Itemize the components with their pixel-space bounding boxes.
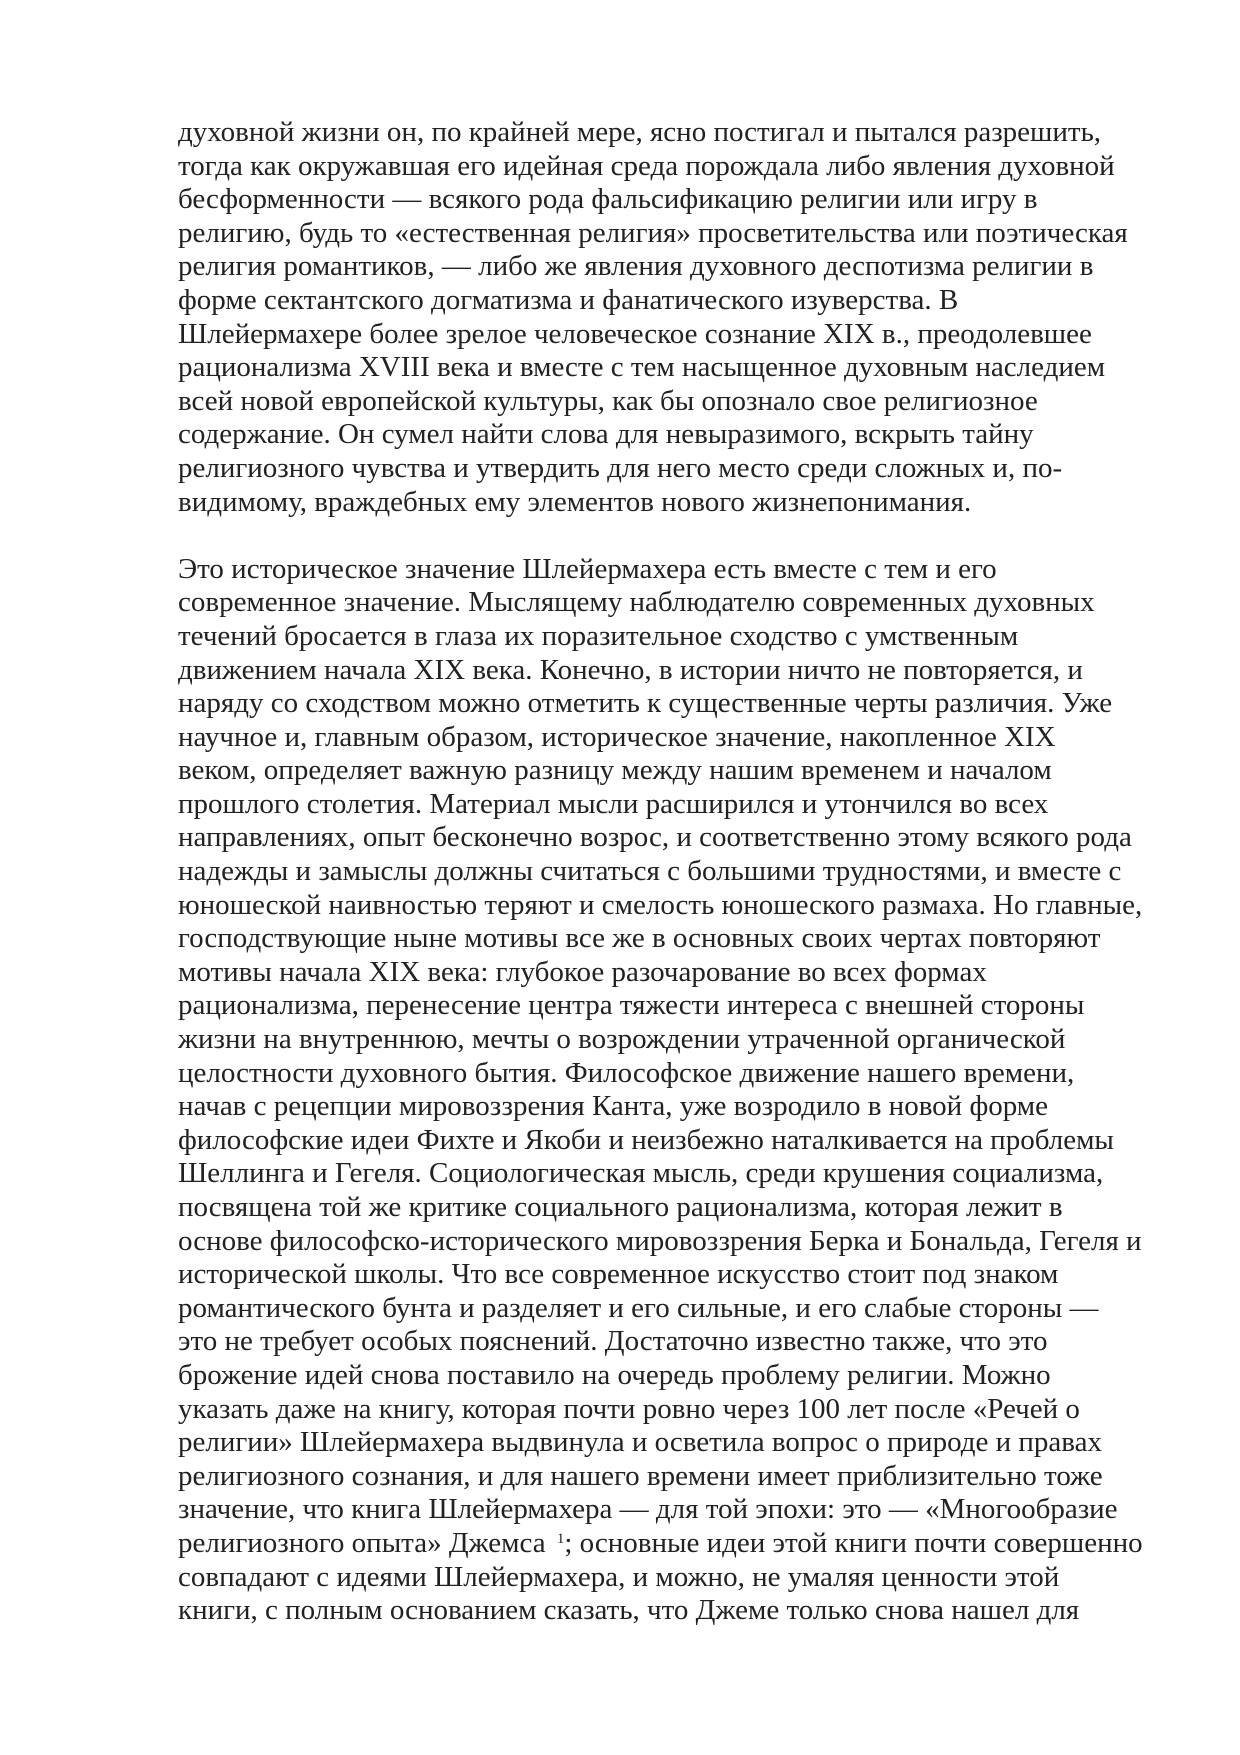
- text-fragment: ; основные идеи этой книги почти совершенно: [564, 1526, 1143, 1559]
- text-line: содержание. Он сумел найти слова для невыразимого, вскрыть тайну: [178, 418, 1034, 451]
- text-line: надежды и замыслы должны считаться с большими трудностями, и вместе с: [178, 855, 1122, 888]
- text-line: Шеллинга и Гегеля. Социологическая мысль, среди крушения социализма,: [178, 1157, 1104, 1190]
- footnote-marker[interactable]: 1: [556, 1530, 565, 1547]
- text-line: указать даже на книгу, которая почти ровно через 100 лет после «Речей о: [178, 1392, 1080, 1425]
- text-line: направлениях, опыт бесконечно возрос, и соответственно этому всякого рода: [178, 821, 1132, 854]
- text-line: философские идеи Фихте и Якоби и неизбежно наталкивается на проблемы: [178, 1123, 1114, 1156]
- text-line: господствующие ныне мотивы все же в основных своих чертах повторяют: [178, 922, 1101, 955]
- text-line: романтического бунта и разделяет и его сильные, и его слабые стороны —: [178, 1291, 1099, 1324]
- text-line: веком, определяет важную разницу между нашим временем и началом: [178, 754, 1052, 787]
- text-line: основе философско-исторического мировоззрения Берка и Бональда, Гегеля и: [178, 1224, 1142, 1257]
- text-line: брожение идей снова поставило на очередь проблему религии. Можно: [178, 1358, 1051, 1391]
- text-line: всей новой европейской культуры, как бы опознало свое религиозное: [178, 384, 1038, 417]
- text-line: мотивы начала XIX века: глубокое разочарование во всех формах: [178, 955, 987, 988]
- text-line: целостности духовного бытия. Философское движение нашего времени,: [178, 1056, 1075, 1089]
- text-line: движением начала XIX века. Конечно, в истории ничто не повторяется, и: [178, 653, 1083, 686]
- text-line: книги, с полным основанием сказать, что Джеме только снова нашел для: [178, 1594, 1080, 1627]
- text-line: Это историческое значение Шлейермахера есть вместе с тем и его: [178, 552, 997, 585]
- text-line: жизни на внутреннюю, мечты о возрождении утраченной органической: [178, 1023, 1066, 1056]
- text-line: форме сектантского догматизма и фанатического изуверства. В: [178, 283, 959, 316]
- text-line: совпадают с идеями Шлейермахера, и можно, не умаляя ценности этой: [178, 1560, 1060, 1593]
- text-line: религиозного чувства и утвердить для него место среди сложных и, по-: [178, 451, 1063, 484]
- text-line: видимому, враждебных ему элементов нового жизнепонимания.: [178, 485, 972, 518]
- text-line: рационализма XVIII века и вместе с тем насыщенное духовным наследием: [178, 351, 1106, 384]
- paragraph-2: [178, 553, 1178, 1628]
- text-line-with-footnote: [178, 1527, 1178, 1561]
- text-line: наряду со сходством можно отметить к существенные черты различия. Уже: [178, 687, 1113, 720]
- text-line: рационализма, перенесение центра тяжести интереса с внешней стороны: [178, 989, 1085, 1022]
- text-line: течений бросается в глаза их поразительное сходство с умственным: [178, 619, 1019, 652]
- text-line: тогда как окружавшая его идейная среда порождала либо явления духовной: [178, 149, 1115, 182]
- text-line: это не требует особых пояснений. Достаточно известно также, что это: [178, 1325, 1048, 1358]
- text-line: посвящена той же критике социального рационализма, которая лежит в: [178, 1191, 1063, 1223]
- text-line: религии» Шлейермахера выдвинула и осветила вопрос о природе и правах: [178, 1426, 1102, 1459]
- text-fragment: религиозного опыта» Джемса: [178, 1526, 553, 1559]
- text-line: духовной жизни он, по крайней мере, ясно постигал и пытался разрешить,: [178, 116, 1102, 148]
- paragraph-1: [178, 116, 1178, 519]
- text-line: современное значение. Мыслящему наблюдателю современных духовных: [178, 586, 1095, 619]
- text-line: прошлого столетия. Материал мысли расширился и утончился во всех: [178, 787, 1049, 820]
- document-page: [178, 116, 1178, 1628]
- text-line: религиозного сознания, и для нашего времени имеет приблизительно тоже: [178, 1459, 1103, 1492]
- text-line: значение, что книга Шлейермахера — для той эпохи: это — «Многообразие: [178, 1493, 1118, 1526]
- text-line: юношеской наивностью теряют и смелость юношеского размаха. Но главные,: [178, 888, 1143, 921]
- text-line: исторической школы. Что все современное искусство стоит под знаком: [178, 1258, 1059, 1291]
- text-line: научное и, главным образом, историческое значение, накопленное XIX: [178, 720, 1056, 753]
- text-line: религия романтиков, — либо же явления духовного деспотизма религии в: [178, 250, 1094, 283]
- text-line: начав с рецепции мировоззрения Канта, уже возродило в новой форме: [178, 1090, 1049, 1123]
- text-line: религию, будь то «естественная религия» просветительства или поэтическая: [178, 216, 1128, 249]
- text-line: Шлейермахере более зрелое человеческое сознание XIX в., преодолевшее: [178, 317, 1092, 350]
- text-line: бесформенности — всякого рода фальсификацию религии или игру в: [178, 183, 1038, 216]
